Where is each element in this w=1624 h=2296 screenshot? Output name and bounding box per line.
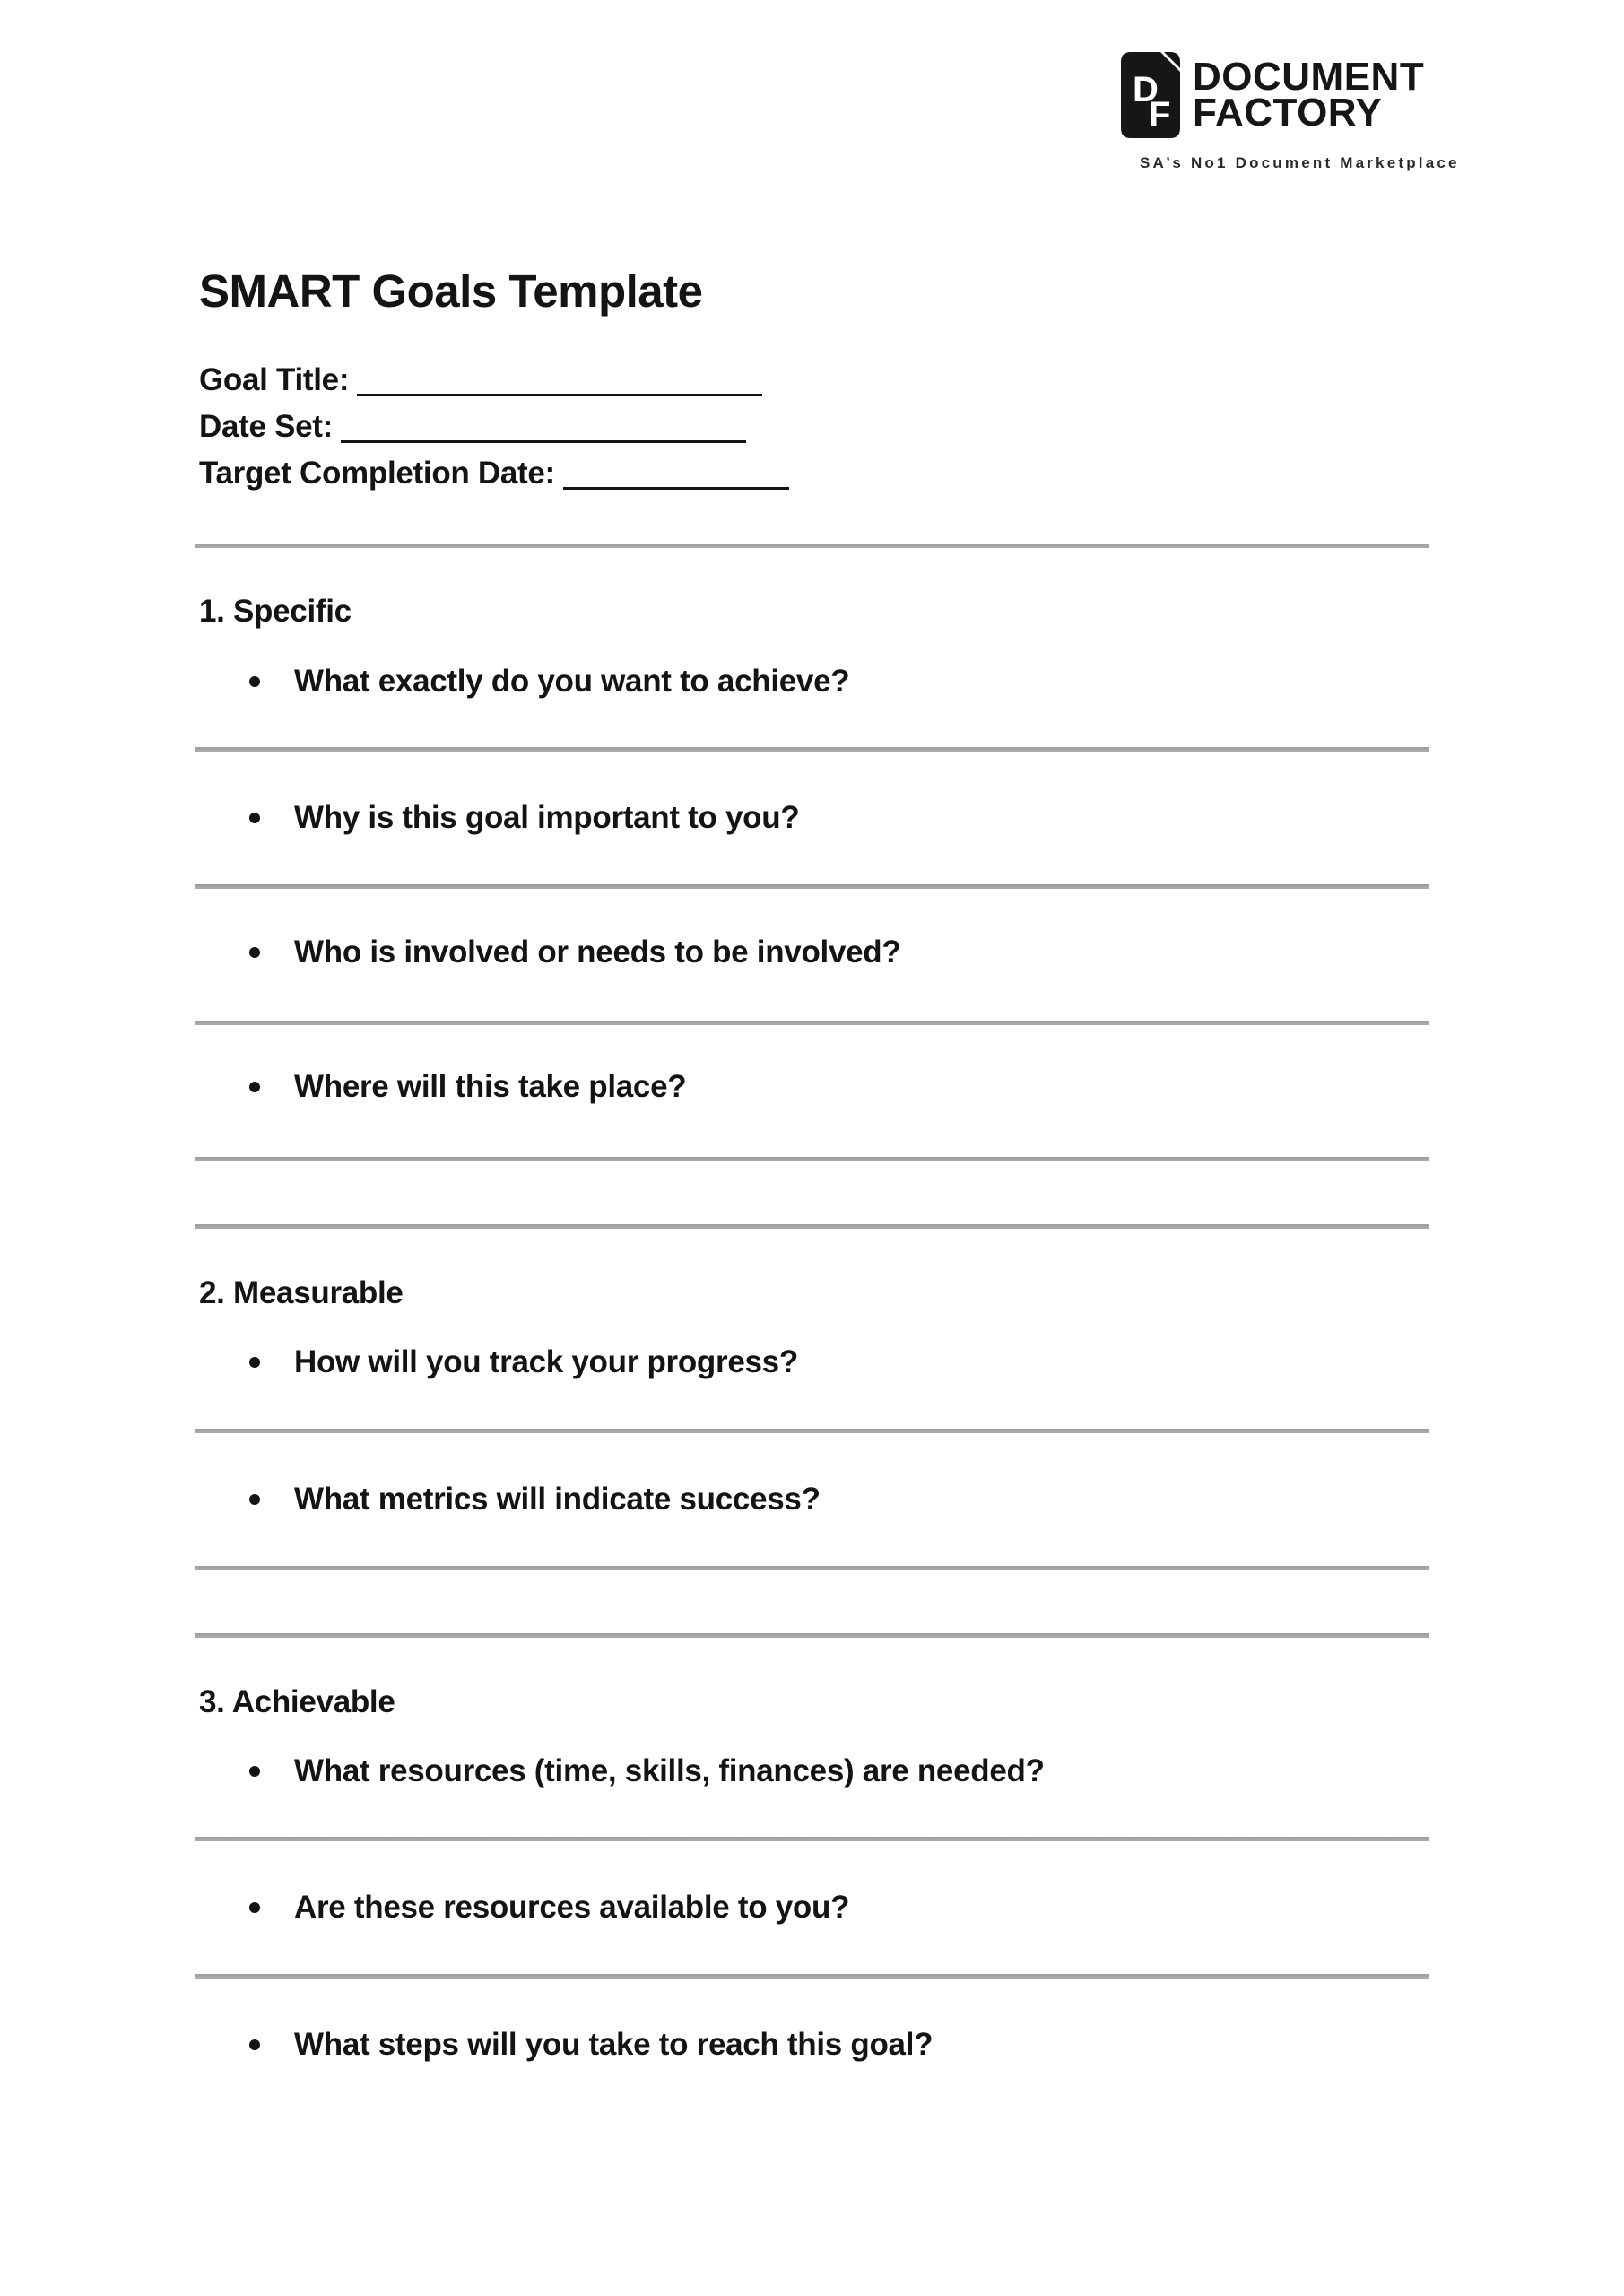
field-label: Goal Title: — [199, 362, 350, 397]
bullet-dot-icon — [249, 1082, 260, 1092]
wordmark-line-1: DOCUMENT — [1193, 55, 1425, 99]
bullet-text: What steps will you take to reach this goal? — [294, 2027, 934, 2062]
bullet-dot-icon — [249, 1357, 260, 1368]
section-divider — [195, 1157, 1429, 1161]
bullet-text: What exactly do you want to achieve? — [294, 664, 850, 699]
bullet-dot-icon — [249, 813, 260, 823]
section-divider — [195, 1224, 1429, 1229]
bullet-text: Are these resources available to you? — [294, 1890, 850, 1925]
section-heading-achievable: 3. Achievable — [199, 1684, 395, 1719]
bullet-item — [249, 935, 900, 970]
bullet-dot-icon — [249, 947, 260, 958]
bullet-text: Why is this goal important to you? — [294, 800, 800, 835]
wordmark-line-2: FACTORY — [1193, 91, 1383, 135]
section-heading-measurable: 2. Measurable — [199, 1275, 404, 1310]
logo-letter-f: F — [1149, 95, 1171, 135]
bullet-dot-icon — [249, 676, 260, 687]
field-label: Date Set: — [199, 409, 334, 444]
page-title: SMART Goals Template — [199, 265, 703, 317]
section-divider — [195, 1633, 1429, 1638]
section-divider — [195, 1021, 1429, 1025]
field-blank-line — [563, 487, 789, 490]
bullet-dot-icon — [249, 1766, 260, 1777]
section-divider — [195, 1837, 1429, 1841]
section-divider — [195, 544, 1429, 548]
field-label: Target Completion Date: — [199, 456, 555, 491]
section-divider — [195, 1974, 1429, 1979]
section-heading-specific: 1. Specific — [199, 594, 352, 629]
section-divider — [195, 1566, 1429, 1570]
section-divider — [195, 884, 1429, 889]
goal-title-field — [199, 357, 762, 404]
bullet-dot-icon — [249, 1902, 260, 1913]
bullet-dot-icon — [249, 1494, 260, 1505]
logo-document-icon — [1121, 52, 1180, 138]
bullet-dot-icon — [249, 2039, 260, 2050]
section-divider — [195, 1429, 1429, 1433]
bullet-text: Where will this take place? — [294, 1069, 687, 1104]
logo-wordmark — [1193, 55, 1425, 135]
date-set-field — [199, 404, 746, 450]
bullet-item — [249, 800, 799, 836]
bullet-text: Who is involved or needs to be involved? — [294, 935, 901, 970]
bullet-item — [249, 1069, 686, 1105]
bullet-item — [249, 2027, 933, 2063]
bullet-text: How will you track your progress? — [294, 1344, 798, 1379]
bullet-item — [249, 1890, 849, 1926]
bullet-item — [249, 664, 849, 700]
field-blank-line — [357, 394, 762, 396]
bullet-item — [249, 1482, 821, 1518]
bullet-text: What metrics will indicate success? — [294, 1482, 821, 1517]
field-blank-line — [341, 440, 746, 443]
target-completion-date-field — [199, 450, 789, 497]
bullet-item — [249, 1344, 798, 1380]
section-divider — [195, 747, 1429, 752]
bullet-item — [249, 1753, 1045, 1789]
logo-tagline: SA’s No1 Document Marketplace — [1140, 154, 1460, 171]
bullet-text: What resources (time, skills, finances) are needed? — [294, 1753, 1045, 1788]
logo-letter-d: D — [1133, 70, 1159, 109]
